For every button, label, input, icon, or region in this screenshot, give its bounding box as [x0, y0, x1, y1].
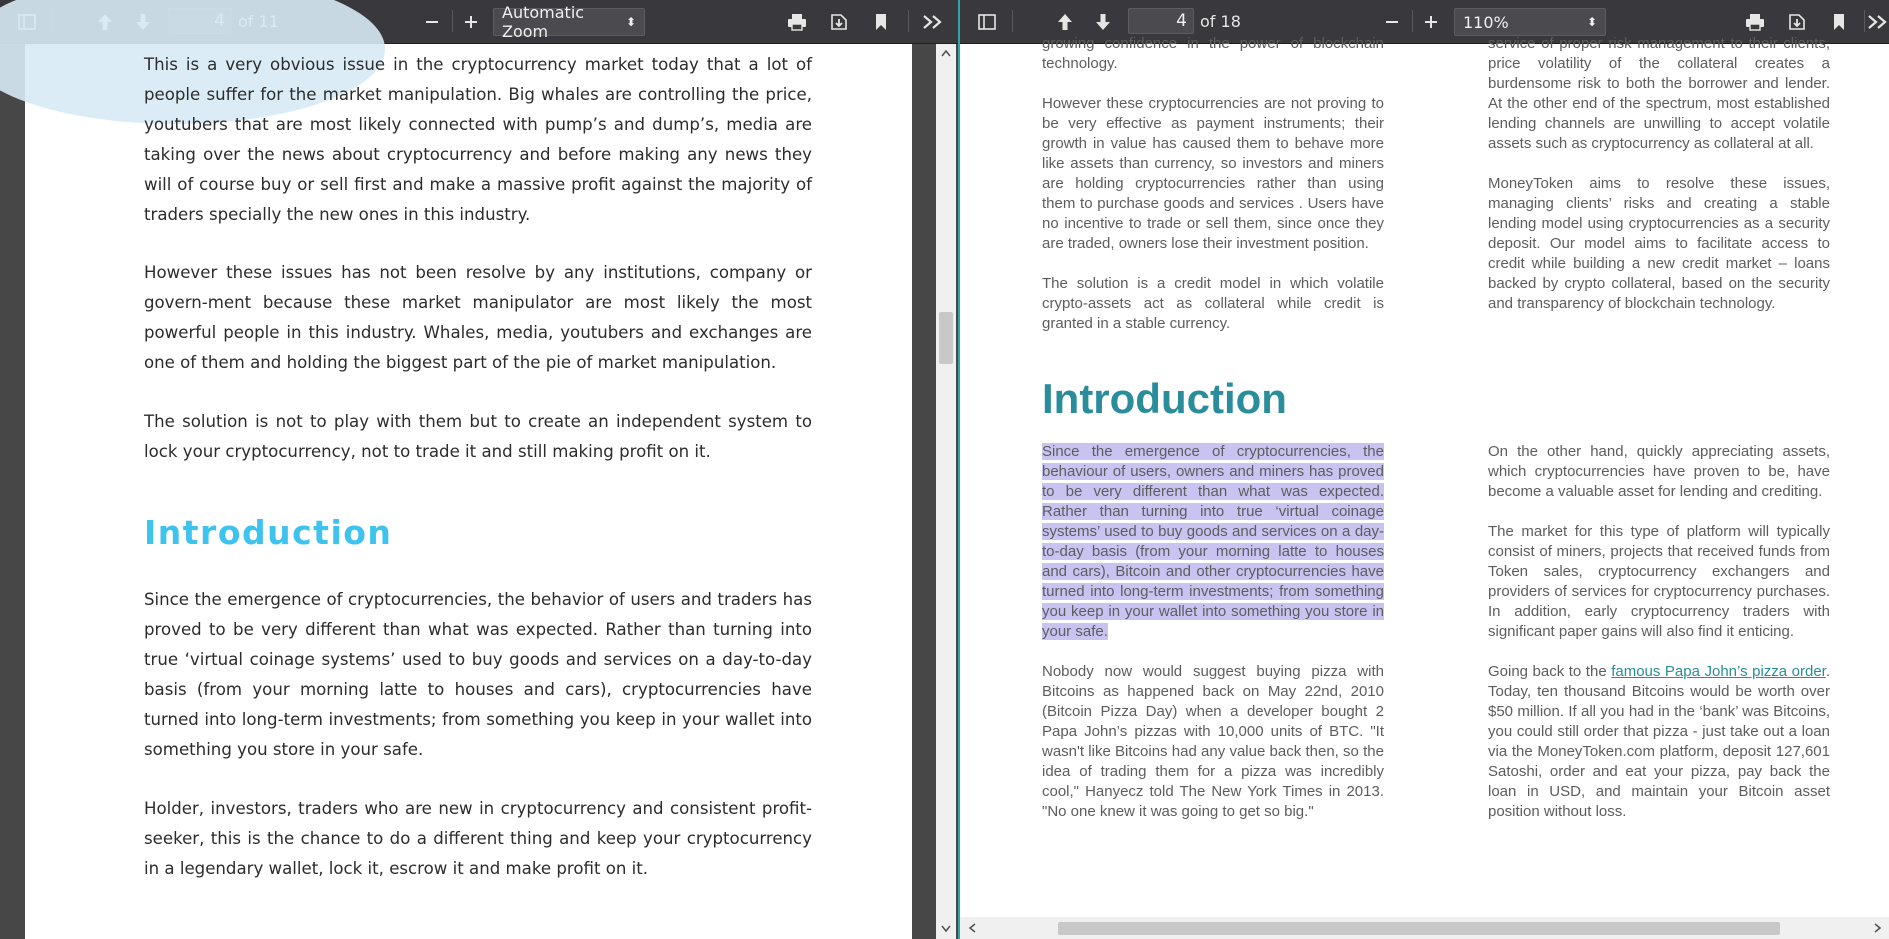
- bookmark-icon[interactable]: [868, 10, 894, 34]
- zoom-out-icon[interactable]: [420, 10, 444, 34]
- toolbar-separator: [452, 10, 453, 32]
- zoom-select[interactable]: [493, 3, 645, 41]
- paragraph: The solution is not to play with them but to create an independent system to lock your cryptocurrency, not to trade it and still making profit on it.: [144, 412, 812, 461]
- text-column-right-top: [1488, 34, 1830, 334]
- paragraph-text: . Today, ten thousand Bitcoins would be worth over $50 million. If all you had in the ‘bank’ was Bitcoins, you could still order that pizza - just take out a loan via the MoneyToken.com platform, deposit 127,601 Satoshi, order and eat your pizza, pay back the loan in USD, and maintain your Bitcoin asset position without loss.: [1488, 663, 1831, 820]
- print-icon[interactable]: [784, 10, 810, 34]
- document-page: [25, 44, 912, 939]
- paragraph-text: Going back to the: [1488, 663, 1612, 680]
- zoom-select-value: Automatic Zoom: [502, 3, 585, 41]
- zoom-select-value: 110%: [1463, 12, 1509, 32]
- right-pdf-viewer: [958, 0, 1889, 939]
- zoom-in-icon[interactable]: [459, 10, 483, 34]
- zoom-select-arrow-icon: ⬍: [625, 15, 636, 29]
- scroll-left-icon[interactable]: [962, 919, 982, 937]
- document-page: [960, 35, 1889, 917]
- selected-text[interactable]: Since the emergence of cryptocurrencies, the behaviour of users, owners and miners has proved to be very different than what was expected. Rather than turning into true ‘virtual coinage systems’ used to buy goods and services on a day-to-day basis (from your morning latte to houses and cars), Bitcoin and other cryptocurrencies have turned into long-term investments; from something you keep in your wallet into something you store in your safe.: [1042, 443, 1384, 640]
- paragraph: The solution is a credit model in which volatile crypto-assets act as collateral while credit is granted in a stable currency.: [1042, 275, 1384, 332]
- previous-page-icon[interactable]: [1052, 10, 1078, 34]
- paragraph: service of proper risk management to their clients, price volatility of the collateral creates a burdensome risk to both the borrower and lender. At the other end of the spectrum, most established lending channels are unwilling to accept volatile assets such as cryptocurrency as collateral at all.: [1488, 35, 1830, 152]
- zoom-select-arrow-icon: ⬍: [1586, 15, 1597, 29]
- page-count-label: of 18: [1200, 12, 1241, 31]
- paragraph: On the other hand, quickly appreciating assets, which cryptocurrencies have proven to be, have become a valuable asset for lending and crediting.: [1488, 443, 1830, 500]
- toolbar-separator: [1012, 10, 1013, 32]
- download-icon[interactable]: [826, 10, 852, 34]
- toolbar-separator: [1412, 10, 1413, 32]
- vertical-scrollbar[interactable]: [936, 44, 956, 939]
- download-icon[interactable]: [1784, 10, 1810, 34]
- next-page-icon[interactable]: [1090, 10, 1116, 34]
- paragraph: [1488, 662, 1830, 822]
- scroll-right-icon[interactable]: [1867, 919, 1887, 937]
- bookmark-icon[interactable]: [1826, 10, 1852, 34]
- zoom-out-icon[interactable]: [1380, 10, 1404, 34]
- paragraph: The market for this type of platform will typically consist of miners, projects that received funds from Token sales, cryptocurrency exchangers and providers of services for cryptocurrency purchases. In addition, early cryptocurrency traders with significant paper gains will also find it enticing.: [1488, 523, 1830, 640]
- horizontal-scrollbar[interactable]: [960, 917, 1889, 939]
- section-heading: Introduction: [1042, 375, 1287, 422]
- scroll-up-icon[interactable]: [936, 44, 956, 62]
- zoom-select[interactable]: [1454, 8, 1606, 36]
- paragraph: Since the emergence of cryptocurrencies, the behavior of users and traders has proved to be very different than what was expected. Rather than turning into true ‘virtual coinage systems’ used to buy goods and services on a day-to-day basis (from your morning latte to houses and cars), cryptocurrencies have turned into long-term investments; from something you keep in your wallet into something you store in your safe.: [144, 590, 812, 759]
- toolbar-separator: [908, 10, 909, 32]
- paragraph: MoneyToken aims to resolve these issues, managing clients’ risks and creating a stable lending model using cryptocurrencies as a security deposit. Our model aims to facilitate access to credit while building a new credit market – loans backed by crypto collateral, based on the security and transparency of blockchain technology.: [1488, 175, 1830, 312]
- page-number-input[interactable]: [1128, 8, 1194, 34]
- section-heading: Introduction: [144, 513, 393, 552]
- paragraph: However these issues has not been resolve by any institutions, company or govern-ment because these market manipulator are most likely the most powerful people in this industry. Whales, media, youtubers and exchanges are one of them and holding the biggest part of the pie of market manipulation.: [144, 263, 812, 372]
- tools-menu-icon[interactable]: [1868, 10, 1888, 34]
- scroll-down-icon[interactable]: [936, 919, 956, 937]
- scrollbar-thumb[interactable]: [1058, 922, 1780, 935]
- zoom-in-icon[interactable]: [1419, 10, 1443, 34]
- toolbar-separator: [1864, 10, 1865, 32]
- text-column-left-top: [1042, 34, 1384, 354]
- tools-menu-icon[interactable]: [918, 10, 948, 34]
- paragraph: Nobody now would suggest buying pizza with Bitcoins as happened back on May 22nd, 2010 (Bitcoin Pizza Day) when a developer bought 2 Papa John’s pizzas with 10,000 units of BTC. "It wasn't like Bitcoins had any value back then, so the idea of trading them for a pizza was incredibly cool," Hanyecz told The New York Times in 2013. "No one knew it was going to get so big.": [1042, 663, 1384, 820]
- scrollbar-thumb[interactable]: [939, 312, 953, 364]
- papa-johns-link[interactable]: famous Papa John’s pizza order: [1611, 663, 1826, 680]
- sidebar-toggle-icon[interactable]: [974, 10, 1000, 34]
- paragraph: Holder, investors, traders who are new in cryptocurrency and consistent profit-seeker, this is the chance to do a different thing and keep your cryptocurrency in a legendary wallet, lock it, escrow it and make profit on it.: [144, 799, 812, 878]
- print-icon[interactable]: [1742, 10, 1768, 34]
- paragraph: This is a very obvious issue in the cryptocurrency market today that a lot of people suffer for the market manipulation. Big whales are controlling the price, youtubers that are most likely connected with pump’s and dump’s, media are taking over the news about cryptocurrency and before making any news they will of course buy or sell first and make a massive profit against the majority of traders specially the new ones in this industry.: [144, 55, 812, 224]
- text-column-right-bottom: [1488, 442, 1830, 842]
- text-column-left-bottom: [1042, 442, 1384, 842]
- paragraph: growing confidence in the power of blockchain technology.: [1042, 35, 1384, 72]
- paragraph: However these cryptocurrencies are not proving to be very effective as payment instruments; their growth in value has caused them to behave more like assets than currency, so investors and miners are holding cryptocurrencies rather than using them to purchase goods and services . Users have no incentive to trade or sell them, since once they are traded, owners lose their investment position.: [1042, 95, 1384, 252]
